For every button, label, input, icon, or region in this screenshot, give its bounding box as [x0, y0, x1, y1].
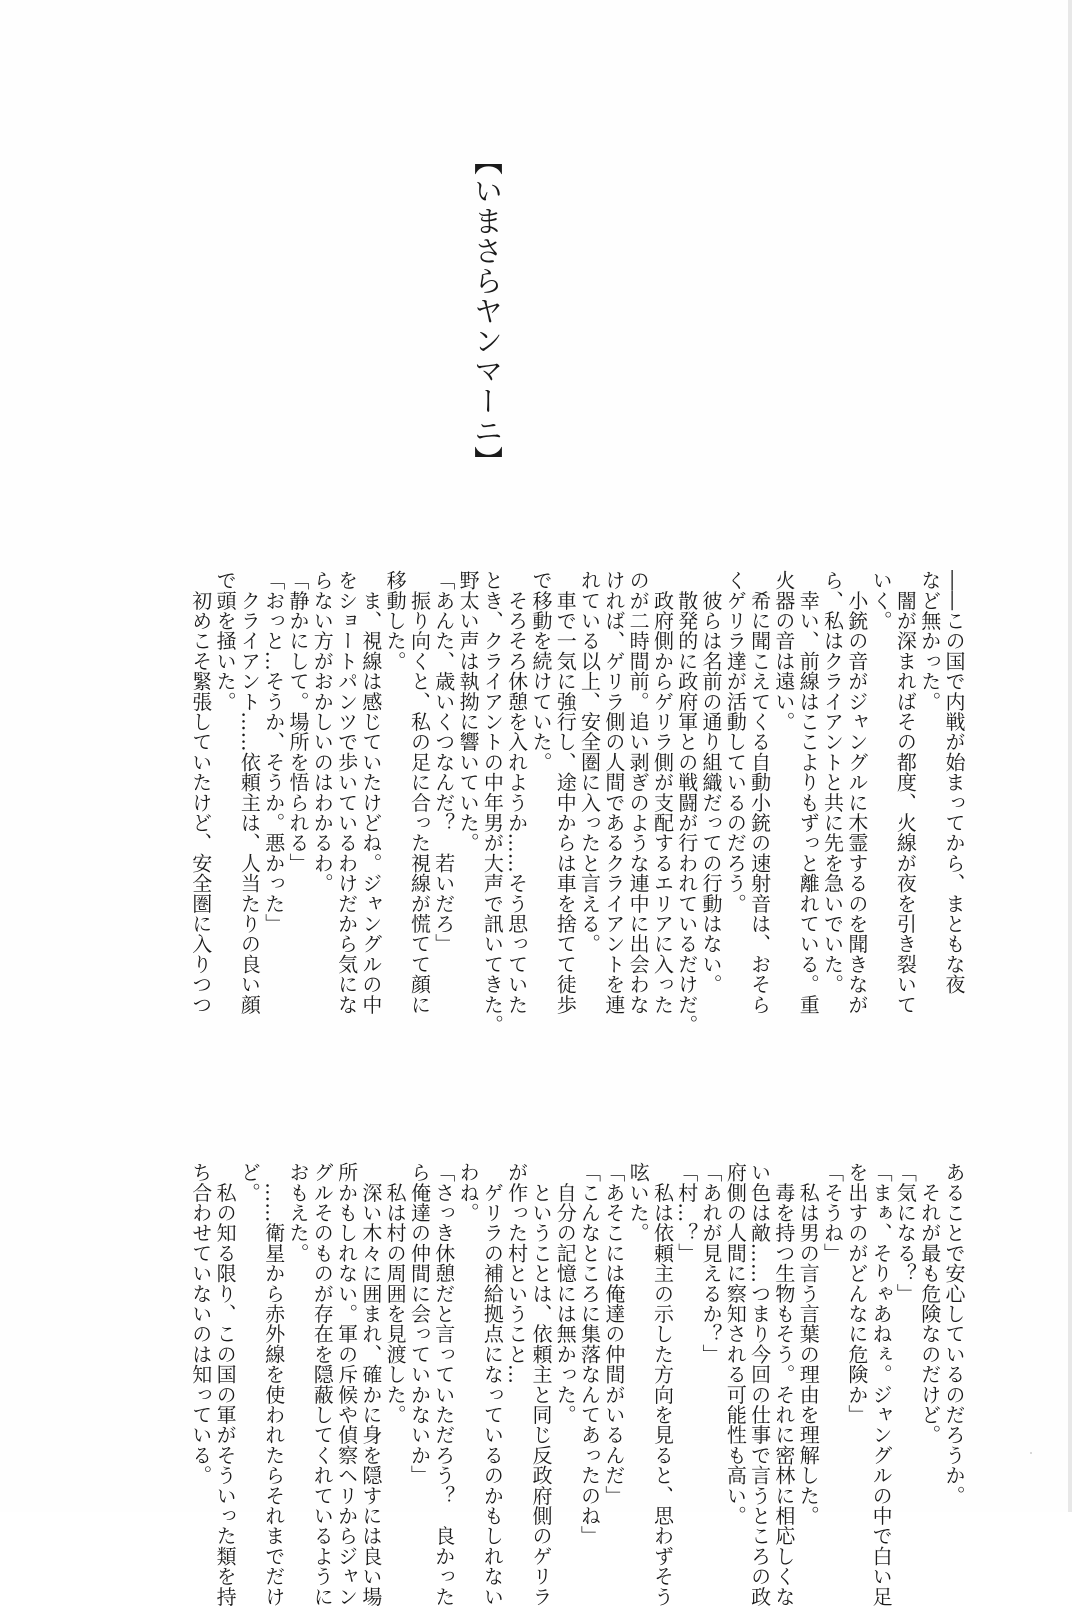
body-text-lower: あることで安心しているのだろうか。 それが最も危険なのだけど。 「気になる？」 「まぁ、そりゃあねぇ。ジャングルの中で白い足 を出すのがどんなに危険か」 「そうね」 私は男の言う言葉の理由を理解した。 毒を持つ生物もそう。それに密林に相応しくな い色は敵……つまり今回の仕事で言うところの政 府側の人間に察知される可能性も高い。 「あれが見えるか？」 「村…？」 私は依頼主の示した方向を見ると、思わずそう 呟いた。 「あそこには俺達の仲間がいるんだ」 「こんなところに集落なんてあったのね」 自分の記憶には無かった。 ということは、依頼主と同じ反政府側のゲリラ が作った村ということ… ゲリラの補給拠点になっているのかもしれない わね。 「さっき休憩だと言っていただろう？ 良かった ら俺達の仲間に会っていかないか」 私は村の周囲を見渡した。 深い木々に囲まれ、確かに身を隠すには良い場 所かもしれない。軍の斥候や偵察ヘリからジャン グルそのものが存在を隠蔽してくれているように おもえた。 ……衛星から赤外線を使われたらそれまでだけ ど。 私の知る限り、この国の軍がそういった類を持 ち合わせていないのは知っている。 — [188, 1162, 966, 1606]
body-text-upper: ――この国で内戦が始まってから、まともな夜 など無かった。 闇が深まればその都度、火線が夜を引き裂いて いく。 小銃の音がジャングルに木霊するのを聞きなが ら、私はクライアントと共に先を急いでいた。 幸い、前線はここよりもずっと離れている。重 火器の音は遠い。 希に聞こえてくる自動小銃の速射音は、おそら くゲリラ達が活動しているのだろう。 彼らは名前の通り組織だっての行動はない。 散発的に政府軍との戦闘が行われているだけだ。 政府側からゲリラ側が支配するエリアに入った のが二時間前。追い剥ぎのような連中に出会わな ければ、ゲリラ側の人間であるクライアントを連 れている以上、安全圏に入ったと言える。 車で一気に強行し、途中からは車を捨てて徒歩 で移動を続けていた。 そろそろ休憩を入れようか……そう思っていた とき、クライアントの中年男が大声で訊いてきた。 野太い声は執拗に響いていた。 「あんた、歳いくつなんだ？ 若いだろ」 振り向くと、私の足に合った視線が慌てて顔に 移動した。 ま、視線は感じていたけどね。ジャングルの中 をショートパンツで歩いているわけだから気にな らない方がおかしいのはわかるわ。 「静かにして。場所を悟られる」 「おっと…そうか、そうか。悪かった」 クライアント……依頼主は、人当たりの良い顔 で頭を掻いた。 初めこそ緊張していたけど、安全圏に入りつつ — [188, 570, 966, 1035]
chapter-title: 【いまさらヤンマーニ】 — [470, 146, 504, 476]
page-speck — [1030, 1452, 1032, 1454]
